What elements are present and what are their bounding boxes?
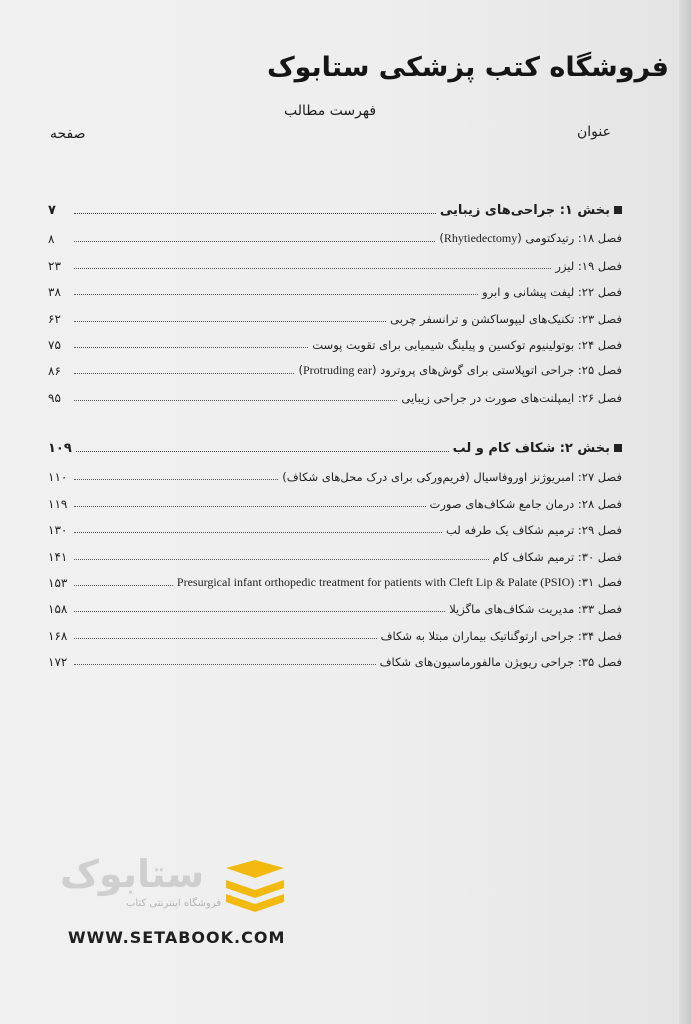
toc-entry [48, 458, 622, 484]
chapter-title: فصل ۲۷: امبریوژنز اوروفاسیال (فریم‌ورکی برای درک محل‌های شکاف) [282, 470, 622, 485]
toc-entry [48, 378, 622, 404]
chapter-page-number: ۶۲ [48, 311, 61, 326]
dot-leader [74, 638, 377, 639]
chapter-page-number: ۱۵۳ [48, 575, 68, 590]
chapter-title: فصل ۲۵: جراحی اتوپلاستی برای گوش‌های پروترود (Protruding ear) [298, 363, 622, 378]
toc-entry [48, 643, 622, 669]
dot-leader [74, 294, 478, 295]
chapter-title: فصل ۲۹: ترمیم شکاف یک طرفه لب [445, 523, 622, 538]
toc-entry [48, 352, 622, 378]
toc-entry [48, 246, 622, 272]
chapter-title: فصل ۳۵: جراحی ریوپژن مالفورماسیون‌های شکاف [379, 655, 622, 670]
chapter-page-number: ۸ [48, 232, 55, 247]
chapter-page-number: ۳۸ [48, 285, 61, 300]
toc-entry [48, 537, 622, 563]
dot-leader [74, 268, 551, 269]
chapter-title: فصل ۳۰: ترمیم شکاف کام [492, 549, 622, 564]
section-page-number: ۷ [48, 203, 56, 218]
section-heading [48, 196, 622, 218]
chapter-page-number: ۱۱۰ [48, 470, 68, 485]
dot-leader [74, 479, 278, 480]
column-header-page: صفحه [50, 126, 86, 142]
logo-wordmark: ستابوک [60, 852, 205, 896]
toc-entry [48, 326, 622, 352]
chapter-title: فصل ۱۸: رتیدکتومی (Rhytiedectomy) [439, 231, 622, 246]
chapter-page-number: ۱۴۱ [48, 549, 68, 564]
dot-leader [74, 664, 376, 665]
dot-leader [74, 611, 445, 612]
website-url: WWW.SETABOOK.COM [68, 928, 286, 947]
toc-section-2 [48, 434, 622, 669]
chapter-page-number: ۲۳ [48, 258, 61, 273]
stacked-books-logo-icon [220, 860, 290, 918]
dot-leader [74, 585, 173, 586]
toc-entry [48, 273, 622, 299]
toc-entry [48, 564, 622, 590]
square-bullet-icon [614, 206, 622, 214]
store-title: فروشگاه کتب پزشکی ستابوک [266, 52, 669, 83]
chapter-title: فصل ۲۴: بوتولینیوم توکسین و پیلینگ شیمیایی برای تقویت پوست [312, 337, 622, 352]
section-title: بخش ۱: جراحی‌های زیبایی [439, 203, 610, 218]
dot-leader [74, 241, 435, 242]
dot-leader [74, 506, 426, 507]
chapter-title: فصل ۳۳: مدیریت شکاف‌های ماگزیلا [449, 602, 622, 617]
column-header-title: عنوان [577, 124, 611, 140]
section-title: بخش ۲: شکاف کام و لب [452, 441, 610, 456]
section-page-number: ۱۰۹ [48, 441, 72, 456]
toc-section-1 [48, 196, 622, 405]
chapter-title: فصل ۱۹: لیزر [555, 258, 622, 273]
logo-tagline: فروشگاه اینترنتی کتاب [126, 898, 222, 909]
dot-leader [74, 213, 436, 214]
dot-leader [74, 532, 442, 533]
toc-entry [48, 484, 622, 510]
chapter-page-number: ۱۶۸ [48, 628, 68, 643]
chapter-page-number: ۱۷۲ [48, 655, 68, 670]
chapter-page-number: ۱۳۰ [48, 523, 68, 538]
toc-title: فهرست مطالب [283, 103, 377, 119]
chapter-page-number: ۱۱۹ [48, 496, 68, 511]
chapter-title: فصل ۳۱: Presurgical infant orthopedic treatment for patients with Cleft Lip & Palate (PSIO) [176, 574, 622, 589]
toc-entry [48, 590, 622, 616]
toc-entry [48, 299, 622, 325]
setabook-logo [60, 852, 300, 922]
chapter-page-number: ۱۵۸ [48, 602, 68, 617]
dot-leader [74, 347, 308, 348]
toc-entry [48, 511, 622, 537]
chapter-title: فصل ۳۴: جراحی ارتوگناتیک بیماران مبتلا به شکاف [380, 628, 622, 643]
toc-entry [48, 220, 622, 246]
dot-leader [74, 373, 294, 374]
page-edge-shadow [679, 0, 691, 1024]
chapter-title: فصل ۲۶: ایمپلنت‌های صورت در جراحی زیبایی [401, 390, 622, 405]
chapter-title: فصل ۲۸: درمان جامع شکاف‌های صورت [429, 496, 622, 511]
section-heading [48, 434, 622, 456]
chapter-page-number: ۷۵ [48, 337, 61, 352]
chapter-title: فصل ۲۳: تکنیک‌های لیپوساکشن و ترانسفر چربی [390, 311, 622, 326]
square-bullet-icon [614, 444, 622, 452]
chapter-page-number: ۸۶ [48, 364, 61, 379]
dot-leader [74, 321, 386, 322]
dot-leader [74, 559, 489, 560]
toc-entry [48, 616, 622, 642]
chapter-page-number: ۹۵ [48, 390, 61, 405]
chapter-title: فصل ۲۲: لیفت پیشانی و ابرو [482, 285, 622, 300]
dot-leader [74, 400, 397, 401]
dot-leader [76, 451, 449, 452]
